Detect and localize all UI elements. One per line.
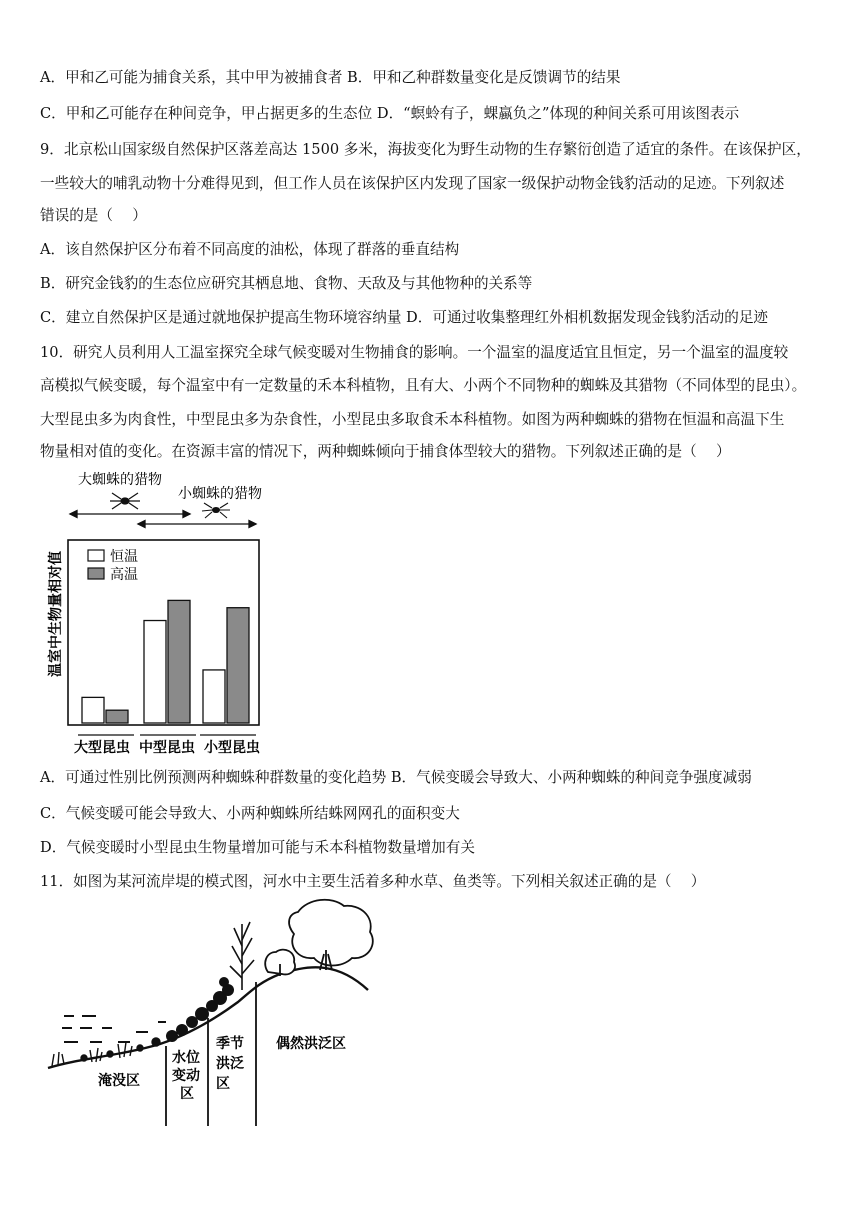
bar-中型昆虫-高温	[168, 600, 190, 723]
zone-label-occasional-flood: 偶然洪泛区	[276, 1036, 346, 1052]
category-label-large: 大型昆虫	[74, 740, 130, 756]
leafy-tree-icon	[265, 900, 373, 976]
bars-group	[82, 600, 249, 723]
q9-option-a: A．该自然保护区分布着不同高度的油松，体现了群落的垂直结构	[40, 241, 460, 258]
y-axis-label: 温室中生物量相对值	[48, 551, 64, 677]
q9-stem-line-1: 9．北京松山国家级自然保护区落差高达 1500 多米，海拔变化为野生动物的生存繁衍创造了适宜的条件。在该保护区，	[40, 141, 811, 158]
q9-stem-line-3: 错误的是（ ）	[40, 207, 147, 224]
q10-option-c: C．气候变暖可能会导致大、小两种蜘蛛所结蛛网网孔的面积变大	[40, 805, 460, 822]
legend-label-high: 高温	[110, 567, 138, 583]
q10-option-d: D．气候变暖时小型昆虫生物量增加可能与禾本科植物数量增加有关	[40, 839, 475, 856]
small-spider-range-arrow	[138, 521, 256, 528]
legend-swatch-high	[88, 568, 104, 579]
bar-大型昆虫-高温	[106, 710, 128, 723]
riverbank-diagram	[40, 894, 380, 1134]
q9-stem-line-2: 一些较大的哺乳动物十分难得见到，但工作人员在该保护区内发现了国家一级保护动物金钱豹活动的足迹。下列叙述	[40, 175, 785, 192]
biomass-bar-chart	[40, 464, 290, 760]
bar-大型昆虫-恒温	[82, 697, 104, 723]
zone-label-fluctuation: 水位变动区	[172, 1050, 200, 1102]
q8-option-cd: C．甲和乙可能存在种间竞争，甲占据更多的生态位 D．“螟蛉有子，蜾蠃负之”体现的种间关系可用该图表示	[40, 105, 740, 122]
q10-stem-line-3: 大型昆虫多为肉食性，中型昆虫多为杂食性，小型昆虫多取食禾本科植物。如图为两种蜘蛛的猎物在恒温和高温下生	[40, 411, 785, 428]
legend-swatch-constant	[88, 550, 104, 561]
annotation-small-spider-prey: 小蜘蛛的猎物	[178, 486, 262, 502]
q9-option-b: B．研究金钱豹的生态位应研究其栖息地、食物、天敌及与其他物种的关系等	[40, 275, 533, 292]
large-spider-range-arrow	[70, 511, 190, 518]
bar-中型昆虫-恒温	[144, 621, 166, 723]
q10-stem-line-2: 高模拟气候变暖，每个温室中有一定数量的禾本科植物，且有大、小两个不同物种的蜘蛛及其猎物（不同体型的昆虫）。	[40, 377, 807, 394]
q10-stem-line-1: 10．研究人员利用人工温室探究全球气候变暖对生物捕食的影响。一个温室的温度适宜且恒定，另一个温室的温度较	[40, 344, 789, 361]
water-surface	[62, 1016, 166, 1042]
annotation-large-spider-prey: 大蜘蛛的猎物	[78, 472, 162, 488]
q9-option-cd: C．建立自然保护区是通过就地保护提高生物环境容纳量 D．可通过收集整理红外相机数据发现金钱豹活动的足迹	[40, 309, 769, 326]
q8-option-ab: A．甲和乙可能为捕食关系，其中甲为被捕食者 B．甲和乙种群数量变化是反馈调节的结果	[40, 69, 621, 86]
zone-label-seasonal-flood: 季节洪泛区	[216, 1036, 244, 1092]
large-spider-icon	[110, 493, 140, 509]
q11-stem: 11．如图为某河流岸堤的模式图，河水中主要生活着多种水草、鱼类等。下列相关叙述正确的是（ ）	[40, 873, 706, 890]
bar-小型昆虫-恒温	[203, 670, 225, 723]
zone-label-submerged: 淹没区	[98, 1073, 140, 1089]
slope-shrubs	[166, 977, 234, 1042]
q10-stem-line-4: 物量相对值的变化。在资源丰富的情况下，两种蜘蛛倾向于捕食体型较大的猎物。下列叙述正确的是（ ）	[40, 443, 731, 460]
legend-label-constant: 恒温	[110, 549, 138, 565]
q10-option-ab: A．可通过性别比例预测两种蜘蛛种群数量的变化趋势 B．气候变暖会导致大、小两种蜘蛛的种间竞争强度减弱	[40, 769, 752, 786]
small-spider-icon	[202, 503, 230, 518]
category-label-medium: 中型昆虫	[139, 740, 195, 756]
category-label-small: 小型昆虫	[204, 740, 260, 756]
bar-小型昆虫-高温	[227, 608, 249, 723]
bare-tree-icon	[230, 922, 254, 990]
